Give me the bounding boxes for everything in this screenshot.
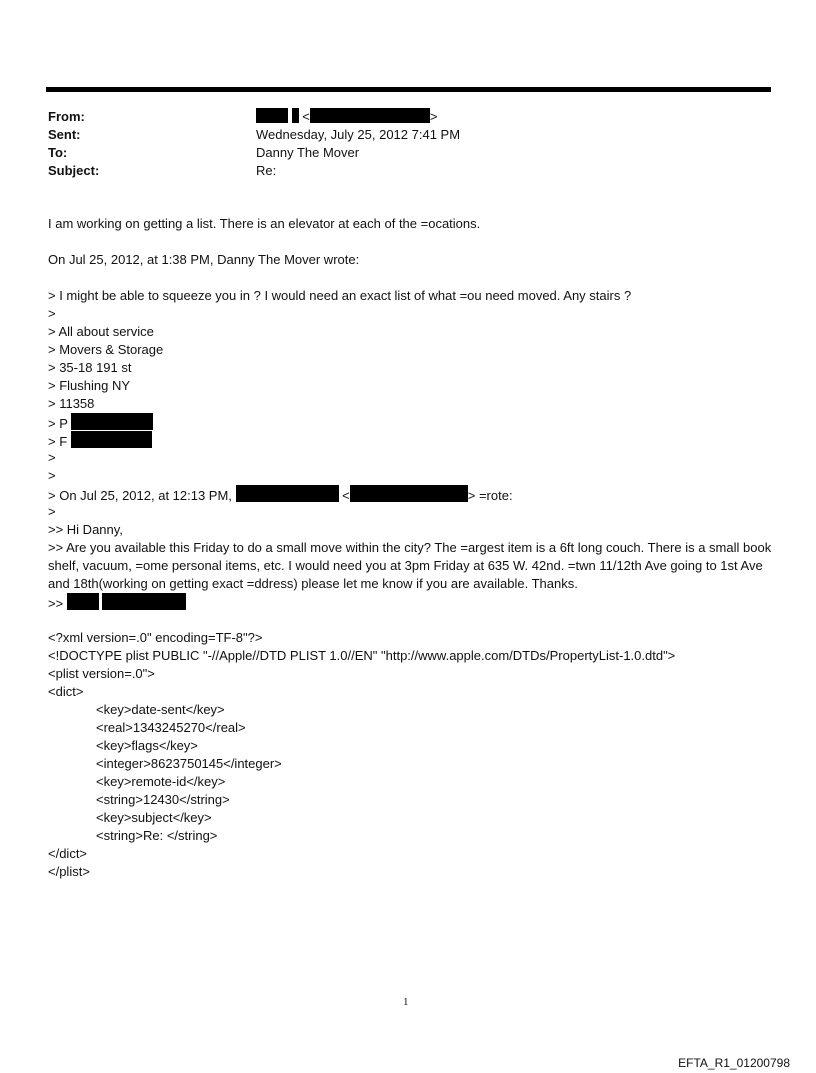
redaction-box [71,413,153,430]
quote-attribution: On Jul 25, 2012, at 1:38 PM, Danny The Mover wrote: [48,252,360,267]
quoted-line: > All about service [48,324,154,339]
document-id: EFTA_R1_01200798 [678,1056,790,1070]
quoted-line: > [48,504,56,519]
nested-attribution-end: > =rote: [467,488,513,503]
sent-row [48,126,460,144]
quoted-line: > [48,468,56,483]
quoted-paragraph: >> Are you available this Friday to do a small move within the city? The =argest item is a 6ft long couch. There is a small book shelf, vacuum, =ome personal items, etc. I would need you at 3pm Friday at 635 W. 42nd. =twn 11/12th Ave going to 1st Ave and 18th(working on getting exact =ddress) please let me know if you are available. Thanks. [48,540,772,591]
plist-line: <!DOCTYPE plist PUBLIC "-//Apple//DTD PLIST 1.0//EN" "http://www.apple.com/DTDs/PropertyList-1.0.dtd"> [48,648,676,663]
quoted-line: > Flushing NY [48,378,131,393]
quoted-line: > Movers & Storage [48,342,164,357]
plist-line: <string>Re: </string> [96,828,218,843]
redaction-box [71,431,152,448]
plist-line: <string>12430</string> [96,792,230,807]
quoted-line: > 35-18 191 st [48,360,132,375]
plist-line: <key>remote-id</key> [96,774,226,789]
from-close-bracket: > [429,109,438,124]
quoted-line: >> Hi Danny, [48,522,123,537]
redaction-box [256,108,288,123]
header-rule [46,87,771,92]
subject-label: Subject: [48,163,100,178]
subject-row [48,162,460,180]
nested-attribution-bracket: < [338,488,350,503]
redaction-box [67,593,99,610]
from-row [48,108,460,126]
email-body [48,215,773,881]
plist-line: <?xml version=.0" encoding=TF-8"?> [48,630,263,645]
sent-value: Wednesday, July 25, 2012 7:41 PM [256,127,461,142]
plist-line: <key>flags</key> [96,738,198,753]
redaction-box [310,108,430,123]
body-line: I am working on getting a list. There is an elevator at each of the =ocations. [48,216,481,231]
nested-attribution [48,485,773,503]
redaction-box [102,593,186,610]
from-value [256,108,437,126]
phone-prefix: > P [48,416,72,431]
plist-line: <integer>8623750145</integer> [96,756,282,771]
plist-line: <dict> [48,684,84,699]
nested-attribution-start: > On Jul 25, 2012, at 12:13 PM, [48,488,236,503]
quoted-line: > I might be able to squeeze you in ? I would need an exact list of what =ou need moved. Any stairs ? [48,288,632,303]
fax-prefix: > F [48,434,71,449]
from-label: From: [48,109,85,124]
from-open-bracket: < [302,109,310,124]
plist-line: <key>subject</key> [96,810,212,825]
quoted-line: > [48,450,56,465]
sent-label: Sent: [48,127,81,142]
plist-line: </plist> [48,864,90,879]
plist-line: <plist version=.0"> [48,666,155,681]
plist-line: </dict> [48,846,88,861]
page-number: 1 [403,996,409,1008]
plist-line: <key>date-sent</key> [96,702,225,717]
quoted-line: > [48,306,56,321]
signature-line [48,593,773,611]
quoted-line: > 11358 [48,396,95,411]
to-value: Danny The Mover [256,145,360,160]
redaction-box [350,485,468,502]
to-label: To: [48,145,68,160]
fax-line [48,431,773,449]
signature-prefix: >> [48,596,67,611]
redaction-box [236,485,339,502]
email-header [48,108,460,180]
phone-line [48,413,773,431]
subject-value: Re: [256,163,277,178]
plist-line: <real>1343245270</real> [96,720,246,735]
redaction-box [292,108,299,123]
to-row [48,144,460,162]
